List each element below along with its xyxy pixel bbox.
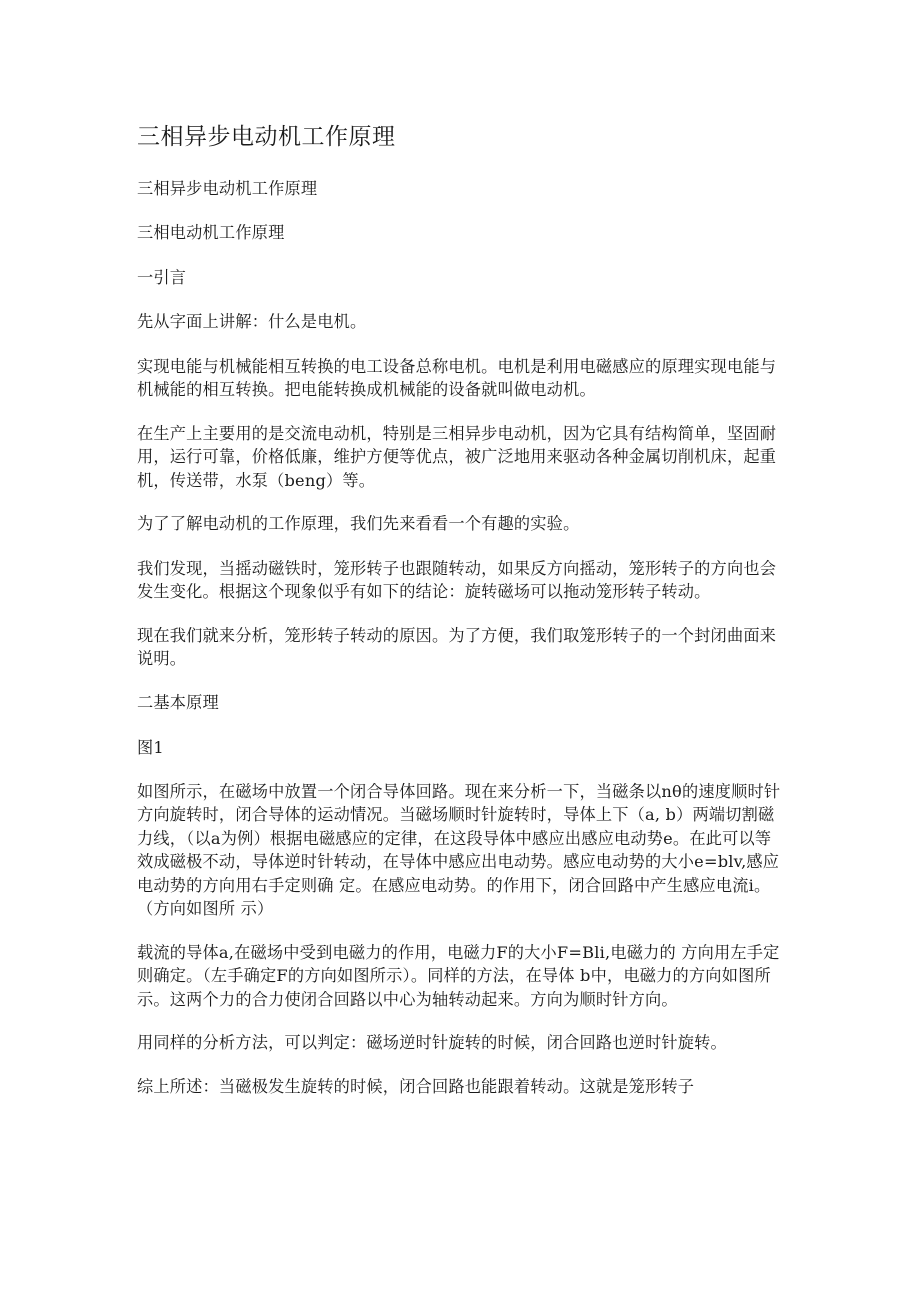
section-heading-basic-principle: 二基本原理 — [137, 693, 219, 713]
paragraph-heading-principle: 三相电动机工作原理 — [137, 223, 285, 243]
paragraph-induction-analysis: 如图所示，在磁场中放置一个闭合导体回路。现在来分析一下，当磁条以nθ的速度顺时针方向旋转时，闭合导体的运动情况。当磁场顺时针旋转时，导体上下（a, b）两端切割磁力线，（以a为例）根据电磁感应的定律，在这段导体中感应出感应电动势e。在此可以等效成磁极不动，导体逆时针转动，在导体中感应出电动势。感应电动势的大小e=blv,感应电动势的方向用右手定则确 定。在感应电动势。的作用下，闭合回路中产生感应电流i。（方向如图所 示） — [137, 781, 781, 918]
paragraph-ac-motor-usage: 在生产上主要用的是交流电动机，特别是三相异步电动机，因为它具有结构简单，坚固耐用，运行可靠，价格低廉，维护方便等优点，被广泛地用来驱动各种金属切削机床，起重机，传送带，水泵（beng）等。 — [137, 423, 777, 490]
page-title: 三相异步电动机工作原理 — [137, 124, 396, 150]
document-body — [137, 118, 782, 1120]
section-heading-introduction: 一引言 — [137, 267, 187, 287]
paragraph-experiment-observation: 我们发现，当摇动磁铁时，笼形转子也跟随转动，如果反方向摇动，笼形转子的方向也会发生变化。根据这个现象似乎有如下的结论：旋转磁场可以拖动笼形转子转动。 — [137, 558, 777, 602]
paragraph-experiment-intro: 为了了解电动机的工作原理，我们先来看看一个有趣的实验。 — [137, 514, 580, 534]
paragraph-subtitle: 三相异步电动机工作原理 — [137, 179, 318, 198]
figure-caption: 图1 — [137, 737, 164, 757]
paragraph-electromagnetic-force: 载流的导体a,在磁场中受到电磁力的作用，电磁力F的大小F=Bli,电磁力的 方向用左手定则确定。（左手确定F的方向如图所示）。同样的方法，在导体 b中，电磁力的方向如图所示。这两个力的合力使闭合回路以中心为轴转动起来。方向为顺时针方向。 — [137, 942, 780, 1009]
paragraph-summary: 综上所述：当磁极发生旋转的时候，闭合回路也能跟着转动。这就是笼形转子 — [137, 1077, 695, 1097]
paragraph-rotation-cause: 现在我们就来分析，笼形转子转动的原因。为了方便，我们取笼形转子的一个封闭曲面来说明。 — [137, 625, 777, 669]
paragraph-what-is-motor: 先从字面上讲解：什么是电机。 — [137, 312, 367, 332]
paragraph-motor-definition: 实现电能与机械能相互转换的电工设备总称电机。电机是利用电磁感应的原理实现电能与机械能的相互转换。把电能转换成机械能的设备就叫做电动机。 — [137, 356, 777, 399]
paragraph-counterclockwise: 用同样的分析方法，可以判定：磁场逆时针旋转的时候，闭合回路也逆时针旋转。 — [137, 1033, 727, 1053]
